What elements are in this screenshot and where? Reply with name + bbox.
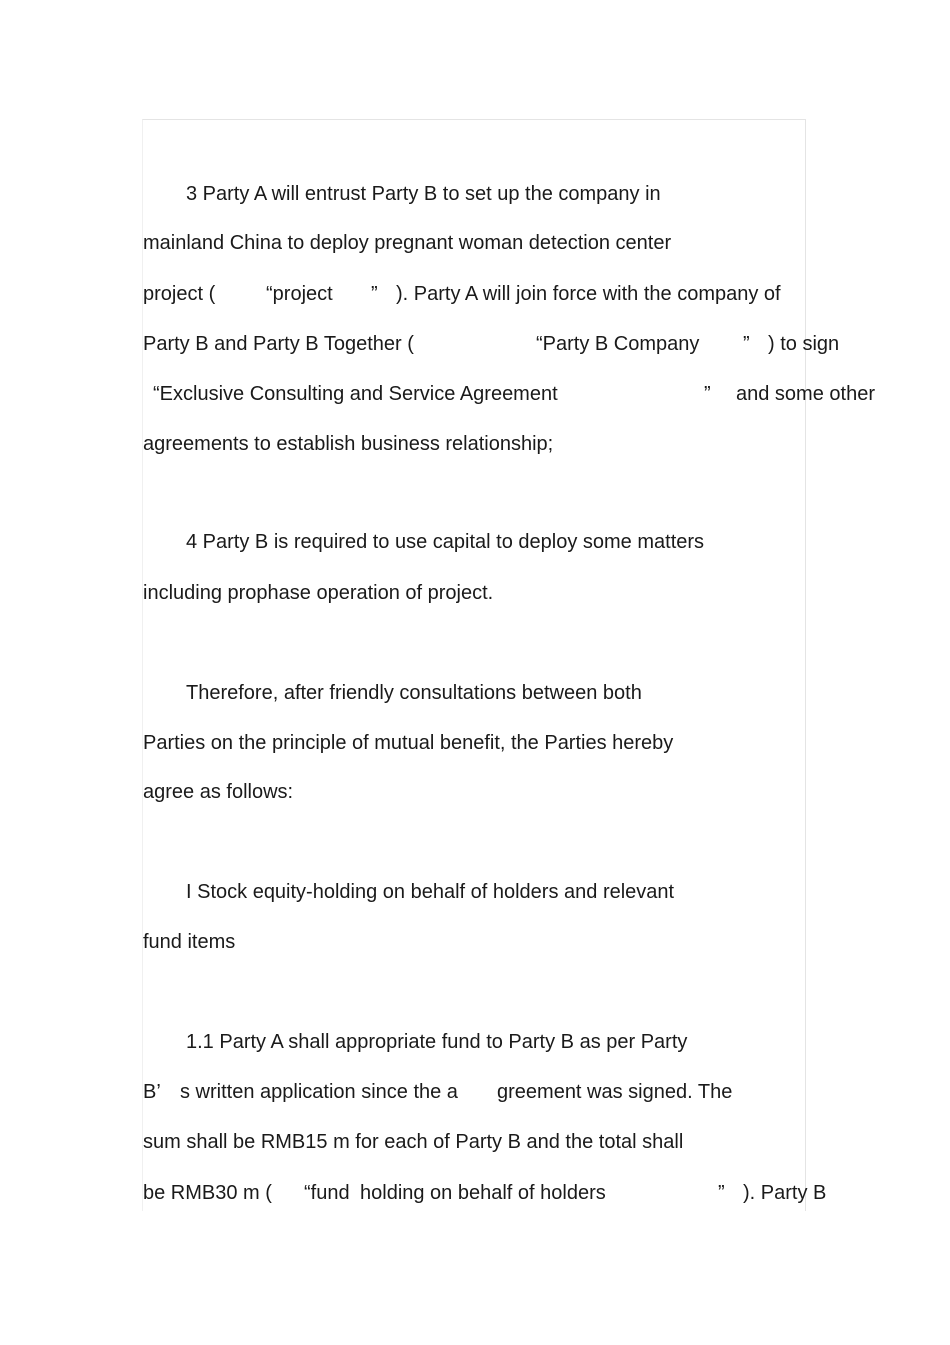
clause-1-1-line-4-segment: be RMB30 m ( <box>143 1182 272 1204</box>
paragraph-4-line-1: 4 Party B is required to use capital to deploy some matters <box>186 531 705 553</box>
paragraph-4-line-2: including prophase operation of project. <box>143 582 494 604</box>
paragraph-3-line-5-segment: and some other <box>736 383 875 405</box>
therefore-line-2: Parties on the principle of mutual benefit, the Parties hereby <box>143 732 674 754</box>
clause-1-1-line-3: sum shall be RMB15 m for each of Party B and the total shall <box>143 1131 684 1153</box>
paragraph-3-line-2: mainland China to deploy pregnant woman detection center <box>143 232 672 254</box>
section-1-heading-line-2: fund items <box>143 931 236 953</box>
paragraph-3-line-3-segment: project ( <box>143 283 216 305</box>
clause-1-1-line-2-segment: s written application since the a <box>180 1081 458 1103</box>
section-1-heading-line-1: I Stock equity-holding on behalf of holders and relevant <box>186 881 675 903</box>
quoted-term-party-b-company: “Party B Company <box>536 333 700 355</box>
paragraph-3-line-6: agreements to establish business relationship; <box>143 433 554 455</box>
therefore-line-3: agree as follows: <box>143 781 294 803</box>
clause-1-1-line-2-segment: greement was signed. The <box>497 1081 733 1103</box>
closing-quote: ” <box>743 333 750 355</box>
closing-quote: ” <box>704 383 711 405</box>
clause-1-1-line-2-segment: B’ <box>143 1081 161 1103</box>
closing-quote: ” <box>718 1182 725 1204</box>
paragraph-3-line-3-segment: ). Party A will join force with the company of <box>396 283 781 305</box>
closing-quote: ” <box>371 283 378 305</box>
paragraph-3-line-1: 3 Party A will entrust Party B to set up the company in <box>186 183 661 205</box>
paragraph-3-line-4-segment: ) to sign <box>768 333 840 355</box>
quoted-term-fund: “fund <box>304 1182 350 1204</box>
therefore-line-1: Therefore, after friendly consultations between both <box>186 682 642 704</box>
clause-1-1-line-1: 1.1 Party A shall appropriate fund to Party B as per Party <box>186 1031 688 1053</box>
quoted-term-agreement-title: “Exclusive Consulting and Service Agreement <box>153 383 558 405</box>
quoted-term-holding: holding on behalf of holders <box>360 1182 606 1204</box>
quoted-term-project: “project <box>266 283 333 305</box>
paragraph-3-line-4-segment: Party B and Party B Together ( <box>143 333 414 355</box>
clause-1-1-line-4-segment: ). Party B <box>743 1182 827 1204</box>
